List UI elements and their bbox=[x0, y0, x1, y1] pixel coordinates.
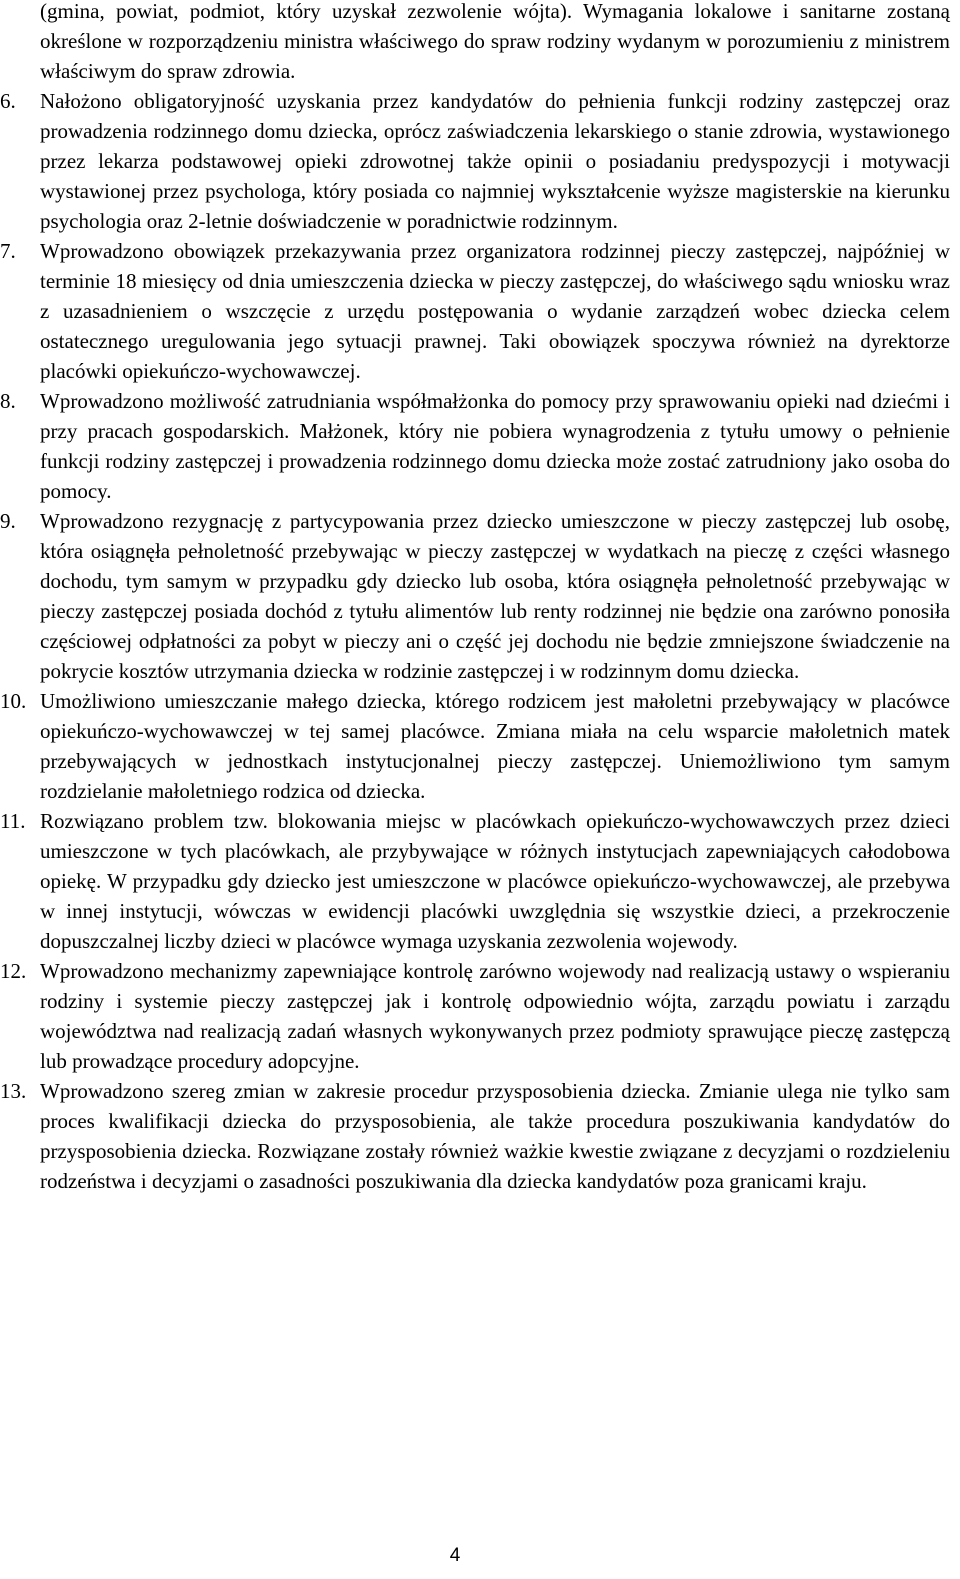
list-item-text: Wprowadzono obowiązek przekazywania przez organizatora rodzinnej pieczy zastępczej, najpóźniej w terminie 18 miesięcy od dnia umieszczenia dziecka w pieczy zastępczej, do właściwego sądu wniosku wraz z uzasadnieniem o wszczęcie z urzędu postępowania o wydanie zarządzeń wobec dziecka celem ostatecznego uregulowania jego sytuacji prawnej. Taki obowiązek spoczywa również na dyrektorze placówki opiekuńczo-wychowawczej. bbox=[40, 239, 950, 383]
list-item-number: 11. bbox=[0, 809, 26, 833]
list-item-text: Umożliwiono umieszczanie małego dziecka, którego rodzicem jest małoletni przebywający w placówce opiekuńczo-wychowawczej w tej samej placówce. Zmiana miała na celu wsparcie małoletnich matek przebywających w jednostkach instytucjonalnej pieczy zastępczej. Uniemożliwiono tym samym rozdzielanie małoletniego rodzica od dziecka. bbox=[40, 689, 950, 803]
list-item-text: Wprowadzono szereg zmian w zakresie procedur przysposobienia dziecka. Zmianie ulega nie tylko sam proces kwalifikacji dziecka do przysposobienia, ale także procedura poszukiwania kandydatów do przysposobienia dziecka. Rozwiązane zostały również ważkie kwestie związane z decyzjami o rozdzieleniu rodzeństwa i decyzjami o zasadności poszukiwania dla dziecka kandydatów poza granicami kraju. bbox=[40, 1079, 950, 1193]
list-item-12 bbox=[0, 956, 950, 1076]
page-number: 4 bbox=[449, 1545, 461, 1566]
list-item-text: Wprowadzono rezygnację z partycypowania przez dziecko umieszczone w pieczy zastępczej lub osobę, która osiągnęła pełnoletność przebywając w pieczy zastępczej w wydatkach na pieczę z części własnego dochodu, tym samym w przypadku gdy dziecko lub osoba, która osiągnęła pełnoletność przebywając w pieczy zastępczej posiada dochód z tytułu alimentów lub renty rodzinnej nie będzie ona zarówno ponosiła częściowej odpłatności za pobyt w pieczy ani o część jej dochodu nie będzie zmniejszone świadczenie na pokrycie kosztów utrzymania dziecka w rodzinie zastępczej i w rodzinnym domu dziecka. bbox=[40, 509, 950, 683]
list-item-10 bbox=[0, 686, 950, 806]
list-item-text: Wprowadzono mechanizmy zapewniające kontrolę zarówno wojewody nad realizacją ustawy o wspieraniu rodziny i systemie pieczy zastępczej jak i kontrolę odpowiednio wójta, zarządu powiatu i zarządu województwa nad realizacją zadań własnych wykonywanych przez podmioty sprawujące pieczę zastępczą lub prowadzące procedury adopcyjne. bbox=[40, 959, 950, 1073]
list-item-6 bbox=[0, 86, 950, 236]
list-item-8 bbox=[0, 386, 950, 506]
intro-paragraph: (gmina, powiat, podmiot, który uzyskał zezwolenie wójta). Wymagania lokalowe i sanitarne zostaną określone w rozporządzeniu ministra właściwego do spraw rodziny wydanym w porozumieniu z ministrem właściwym do spraw zdrowia. bbox=[40, 0, 950, 83]
list-item-9 bbox=[0, 506, 950, 686]
list-item-number: 12. bbox=[0, 959, 27, 983]
list-item-number: 10. bbox=[0, 689, 27, 713]
list-item-number: 9. bbox=[0, 509, 16, 533]
list-item-text: Wprowadzono możliwość zatrudniania współmałżonka do pomocy przy sprawowaniu opieki nad dziećmi i przy pracach gospodarskich. Małżonek, który nie pobiera wynagrodzenia z tytułu umowy o pełnienie funkcji rodziny zastępczej i prowadzenia rodzinnego domu dziecka może zostać zatrudniony jako osoba do pomocy. bbox=[40, 389, 950, 503]
list-item-number: 6. bbox=[0, 89, 16, 113]
list-item-7 bbox=[0, 236, 950, 386]
numbered-list bbox=[0, 86, 950, 1196]
list-item-number: 7. bbox=[0, 239, 16, 263]
list-item-text: Nałożono obligatoryjność uzyskania przez kandydatów do pełnienia funkcji rodziny zastępczej oraz prowadzenia rodzinnego domu dziecka, oprócz zaświadczenia lekarskiego o stanie zdrowia, wystawionego przez lekarza podstawowej opieki zdrowotnej także opinii o posiadaniu predyspozycji i motywacji wystawionej przez psychologa, który posiada co najmniej wykształcenie wyższe magisterskie na kierunku psychologia oraz 2-letnie doświadczenie w poradnictwie rodzinnym. bbox=[40, 89, 950, 233]
list-item-number: 13. bbox=[0, 1079, 27, 1103]
list-item-13 bbox=[0, 1076, 950, 1196]
list-item-11 bbox=[0, 806, 950, 956]
list-item-number: 8. bbox=[0, 389, 16, 413]
list-item-text: Rozwiązano problem tzw. blokowania miejsc w placówkach opiekuńczo-wychowawczych przez dzieci umieszczone w tych placówkach, ale przybywające w różnych instytucjach zapewniających całodobowa opiekę. W przypadku gdy dziecko jest umieszczone w placówce opiekuńczo-wychowawczej, ale przebywa w innej instytucji, wówczas w ewidencji placówki uwzględnia się wszystkie dzieci, a przekroczenie dopuszczalnej liczby dzieci w placówce wymaga uzyskania zezwolenia wojewody. bbox=[40, 809, 950, 953]
